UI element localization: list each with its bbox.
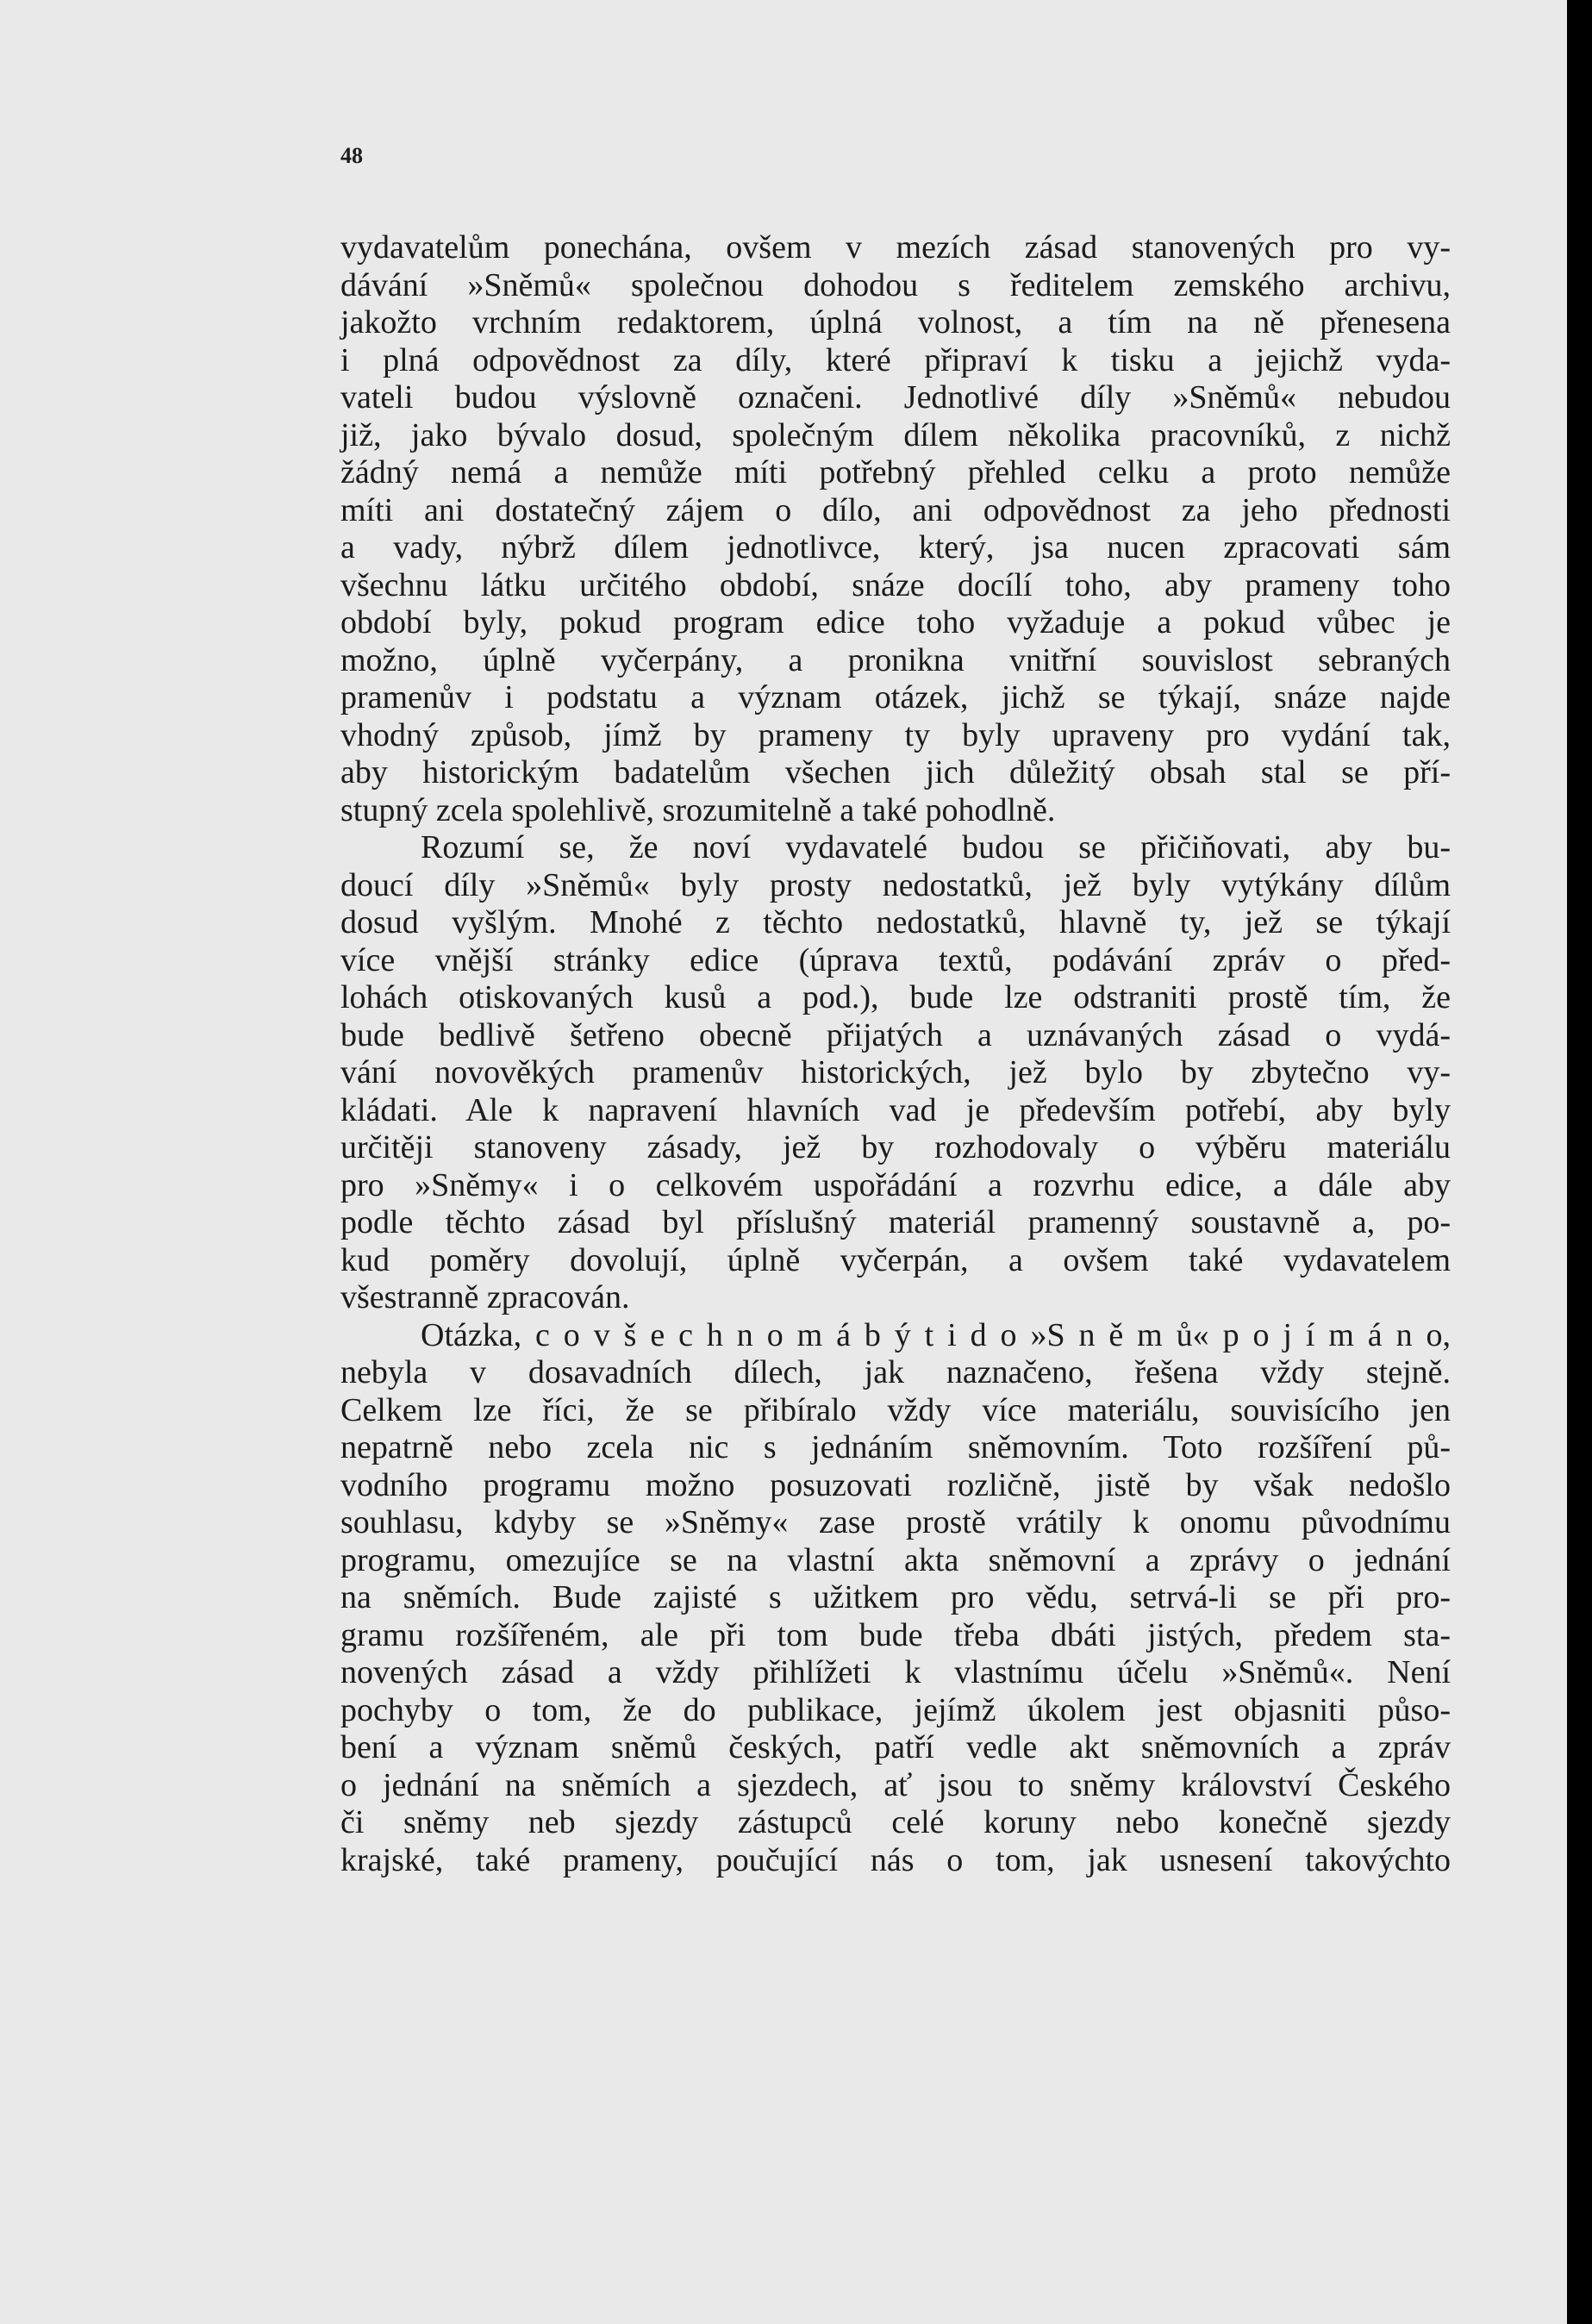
text-line: gramu rozšířeném, ale při tom bude třeba dbáti jistých, předem sta- [340, 1616, 1451, 1653]
text-line: kud poměry dovolují, úplně vyčerpán, a ovšem také vydavatelem [340, 1241, 1451, 1278]
text-line: Celkem lze říci, že se přibíralo vždy více materiálu, souvisícího jen [340, 1391, 1451, 1428]
text-line: i plná odpovědnost za díly, které připraví k tisku a jejichž vyda- [340, 341, 1451, 378]
text-line: vateli budou výslovně označeni. Jednotlivé díly »Sněmů« nebudou [340, 379, 1451, 415]
text-line: všechnu látku určitého období, snáze docílí toho, aby prameny toho [340, 566, 1451, 603]
text-line: či sněmy neb sjezdy zástupců celé koruny nebo konečně sjezdy [340, 1804, 1451, 1840]
text-line: možno, úplně vyčerpány, a pronikna vnitřní souvislost sebraných [340, 641, 1451, 678]
body-text [340, 229, 1451, 1879]
text-line: aby historickým badatelům všechen jich důležitý obsah stal se pří- [340, 754, 1451, 790]
text-line: nebyla v dosavadních dílech, jak naznačeno, řešena vždy stejně. [340, 1354, 1451, 1390]
text-line: Otázka, c o v š e c h n o m á b ý t i d o »S n ě m ů« p o j í m á n o, [421, 1316, 1451, 1353]
text-line: krajské, také prameny, poučující nás o tom, jak usnesení takovýchto [340, 1841, 1451, 1878]
paragraph-2 [340, 829, 1451, 1317]
text-line: novených zásad a vždy přihlížeti k vlastnímu účelu »Sněmů«. Není [340, 1654, 1451, 1690]
text-line: všestranně zpracován. [340, 1279, 630, 1315]
text-line: jakožto vrchním redaktorem, úplná volnost, a tím na ně přenesena [340, 304, 1451, 340]
paragraph-3 [340, 1317, 1451, 1880]
text-line: období byly, pokud program edice toho vyžaduje a pokud vůbec je [340, 604, 1451, 640]
page-number: 48 [340, 143, 363, 168]
text-line: vání novověkých pramenův historických, jež bylo by zbytečno vy- [340, 1054, 1451, 1090]
text-line: Rozumí se, že noví vydavatelé budou se přičiňovati, aby bu- [421, 829, 1451, 865]
text-line: dávání »Sněmů« společnou dohodou s ředitelem zemského archivu, [340, 266, 1451, 303]
text-line: stupný zcela spolehlivě, srozumitelně a také pohodlně. [340, 791, 1056, 828]
text-line: vydavatelům ponechána, ovšem v mezích zásad stanovených pro vy- [340, 229, 1451, 266]
text-line: souhlasu, kdyby se »Sněmy« zase prostě vrátily k onomu původnímu [340, 1504, 1451, 1540]
text-line: žádný nemá a nemůže míti potřebný přehled celku a proto nemůže [340, 454, 1451, 490]
text-line: více vnější stránky edice (úprava textů, podávání zpráv o před- [340, 941, 1451, 978]
text-line: nepatrně nebo zcela nic s jednáním sněmovním. Toto rozšíření pů- [340, 1429, 1451, 1465]
text-line: míti ani dostatečný zájem o dílo, ani odpovědnost za jeho přednosti [340, 491, 1451, 528]
text-line: pro »Sněmy« i o celkovém uspořádání a rozvrhu edice, a dále aby [340, 1166, 1451, 1203]
text-line: kládati. Ale k napravení hlavních vad je především potřebí, aby byly [340, 1091, 1451, 1128]
paragraph-1 [340, 229, 1451, 829]
text-line: a vady, nýbrž dílem jednotlivce, který, jsa nucen zpracovati sám [340, 529, 1451, 565]
text-line: již, jako bývalo dosud, společným dílem několika pracovníků, z nichž [340, 416, 1451, 453]
text-line: určitěji stanoveny zásady, jež by rozhodovaly o výběru materiálu [340, 1129, 1451, 1165]
text-line: programu, omezujíce se na vlastní akta sněmovní a zprávy o jednání [340, 1541, 1451, 1578]
text-line: lohách otiskovaných kusů a pod.), bude lze odstraniti prostě tím, že [340, 979, 1451, 1015]
text-line: bude bedlivě šetřeno obecně přijatých a uznávaných zásad o vydá- [340, 1016, 1451, 1053]
text-line: pramenův i podstatu a význam otázek, jichž se týkají, snáze najde [340, 679, 1451, 715]
text-line: podle těchto zásad byl příslušný materiál pramenný soustavně a, po- [340, 1204, 1451, 1240]
text-line: vodního programu možno posuzovati rozličně, jistě by však nedošlo [340, 1466, 1451, 1503]
text-line: vhodný způsob, jímž by prameny ty byly upraveny pro vydání tak, [340, 716, 1451, 753]
text-line: bení a význam sněmů českých, patří vedle akt sněmovních a zpráv [340, 1729, 1451, 1765]
text-line: pochyby o tom, že do publikace, jejímž úkolem jest objasniti půso- [340, 1691, 1451, 1728]
text-line: na sněmích. Bude zajisté s užitkem pro vědu, setrvá-li se při pro- [340, 1579, 1451, 1615]
text-line: doucí díly »Sněmů« byly prosty nedostatků, jež byly vytýkány dílům [340, 866, 1451, 903]
text-line: dosud vyšlým. Mnohé z těchto nedostatků, hlavně ty, jež se týkají [340, 904, 1451, 940]
text-line: o jednání na sněmích a sjezdech, ať jsou to sněmy království Českého [340, 1766, 1451, 1803]
